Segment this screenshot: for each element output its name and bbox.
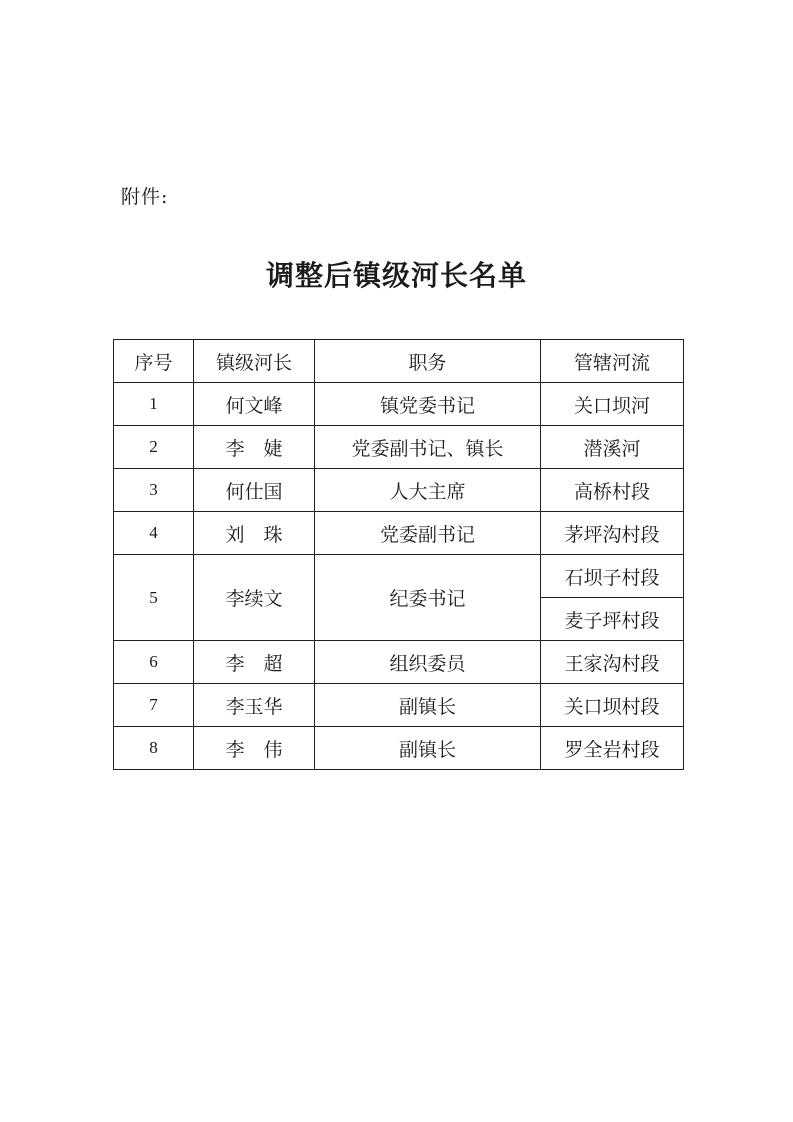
row-position: 党委副书记、镇长 bbox=[315, 426, 541, 469]
row-chief-name: 李 超 bbox=[194, 641, 315, 684]
row-river: 高桥村段 bbox=[541, 469, 684, 512]
row-river: 石坝子村段 bbox=[541, 555, 684, 598]
row-river: 潜溪河 bbox=[541, 426, 684, 469]
row-chief-name: 刘 珠 bbox=[194, 512, 315, 555]
table-row bbox=[114, 684, 684, 727]
row-number: 4 bbox=[114, 512, 194, 555]
table-row bbox=[114, 426, 684, 469]
row-river: 关口坝村段 bbox=[541, 684, 684, 727]
row-number: 1 bbox=[114, 383, 194, 426]
river-chief-table bbox=[113, 339, 684, 770]
table-row bbox=[114, 383, 684, 426]
row-chief-name: 李 婕 bbox=[194, 426, 315, 469]
row-number: 8 bbox=[114, 727, 194, 770]
row-river: 关口坝河 bbox=[541, 383, 684, 426]
table-row bbox=[114, 641, 684, 684]
table-row bbox=[114, 469, 684, 512]
row-chief-name: 李玉华 bbox=[194, 684, 315, 727]
header-serial-number: 序号 bbox=[114, 340, 194, 383]
table-row bbox=[114, 727, 684, 770]
header-position: 职务 bbox=[315, 340, 541, 383]
header-river: 管辖河流 bbox=[541, 340, 684, 383]
row-number: 2 bbox=[114, 426, 194, 469]
row-chief-name: 李 伟 bbox=[194, 727, 315, 770]
row-position: 镇党委书记 bbox=[315, 383, 541, 426]
header-chief-name: 镇级河长 bbox=[194, 340, 315, 383]
document-title: 调整后镇级河长名单 bbox=[265, 259, 527, 292]
row-position: 组织委员 bbox=[315, 641, 541, 684]
row-position: 副镇长 bbox=[315, 727, 541, 770]
row-number: 7 bbox=[114, 684, 194, 727]
table-row bbox=[114, 512, 684, 555]
row-position: 副镇长 bbox=[315, 684, 541, 727]
row-position: 纪委书记 bbox=[315, 555, 541, 641]
row-position: 党委副书记 bbox=[315, 512, 541, 555]
row-chief-name: 何仕国 bbox=[194, 469, 315, 512]
table-row bbox=[114, 555, 684, 598]
row-chief-name: 何文峰 bbox=[194, 383, 315, 426]
row-number: 3 bbox=[114, 469, 194, 512]
attachment-label: 附件: bbox=[121, 186, 169, 208]
table-header-row bbox=[114, 340, 684, 383]
row-position: 人大主席 bbox=[315, 469, 541, 512]
row-river: 麦子坪村段 bbox=[541, 598, 684, 641]
row-chief-name: 李续文 bbox=[194, 555, 315, 641]
row-number: 6 bbox=[114, 641, 194, 684]
row-river: 罗全岩村段 bbox=[541, 727, 684, 770]
row-river: 王家沟村段 bbox=[541, 641, 684, 684]
row-river: 茅坪沟村段 bbox=[541, 512, 684, 555]
row-number: 5 bbox=[114, 555, 194, 641]
